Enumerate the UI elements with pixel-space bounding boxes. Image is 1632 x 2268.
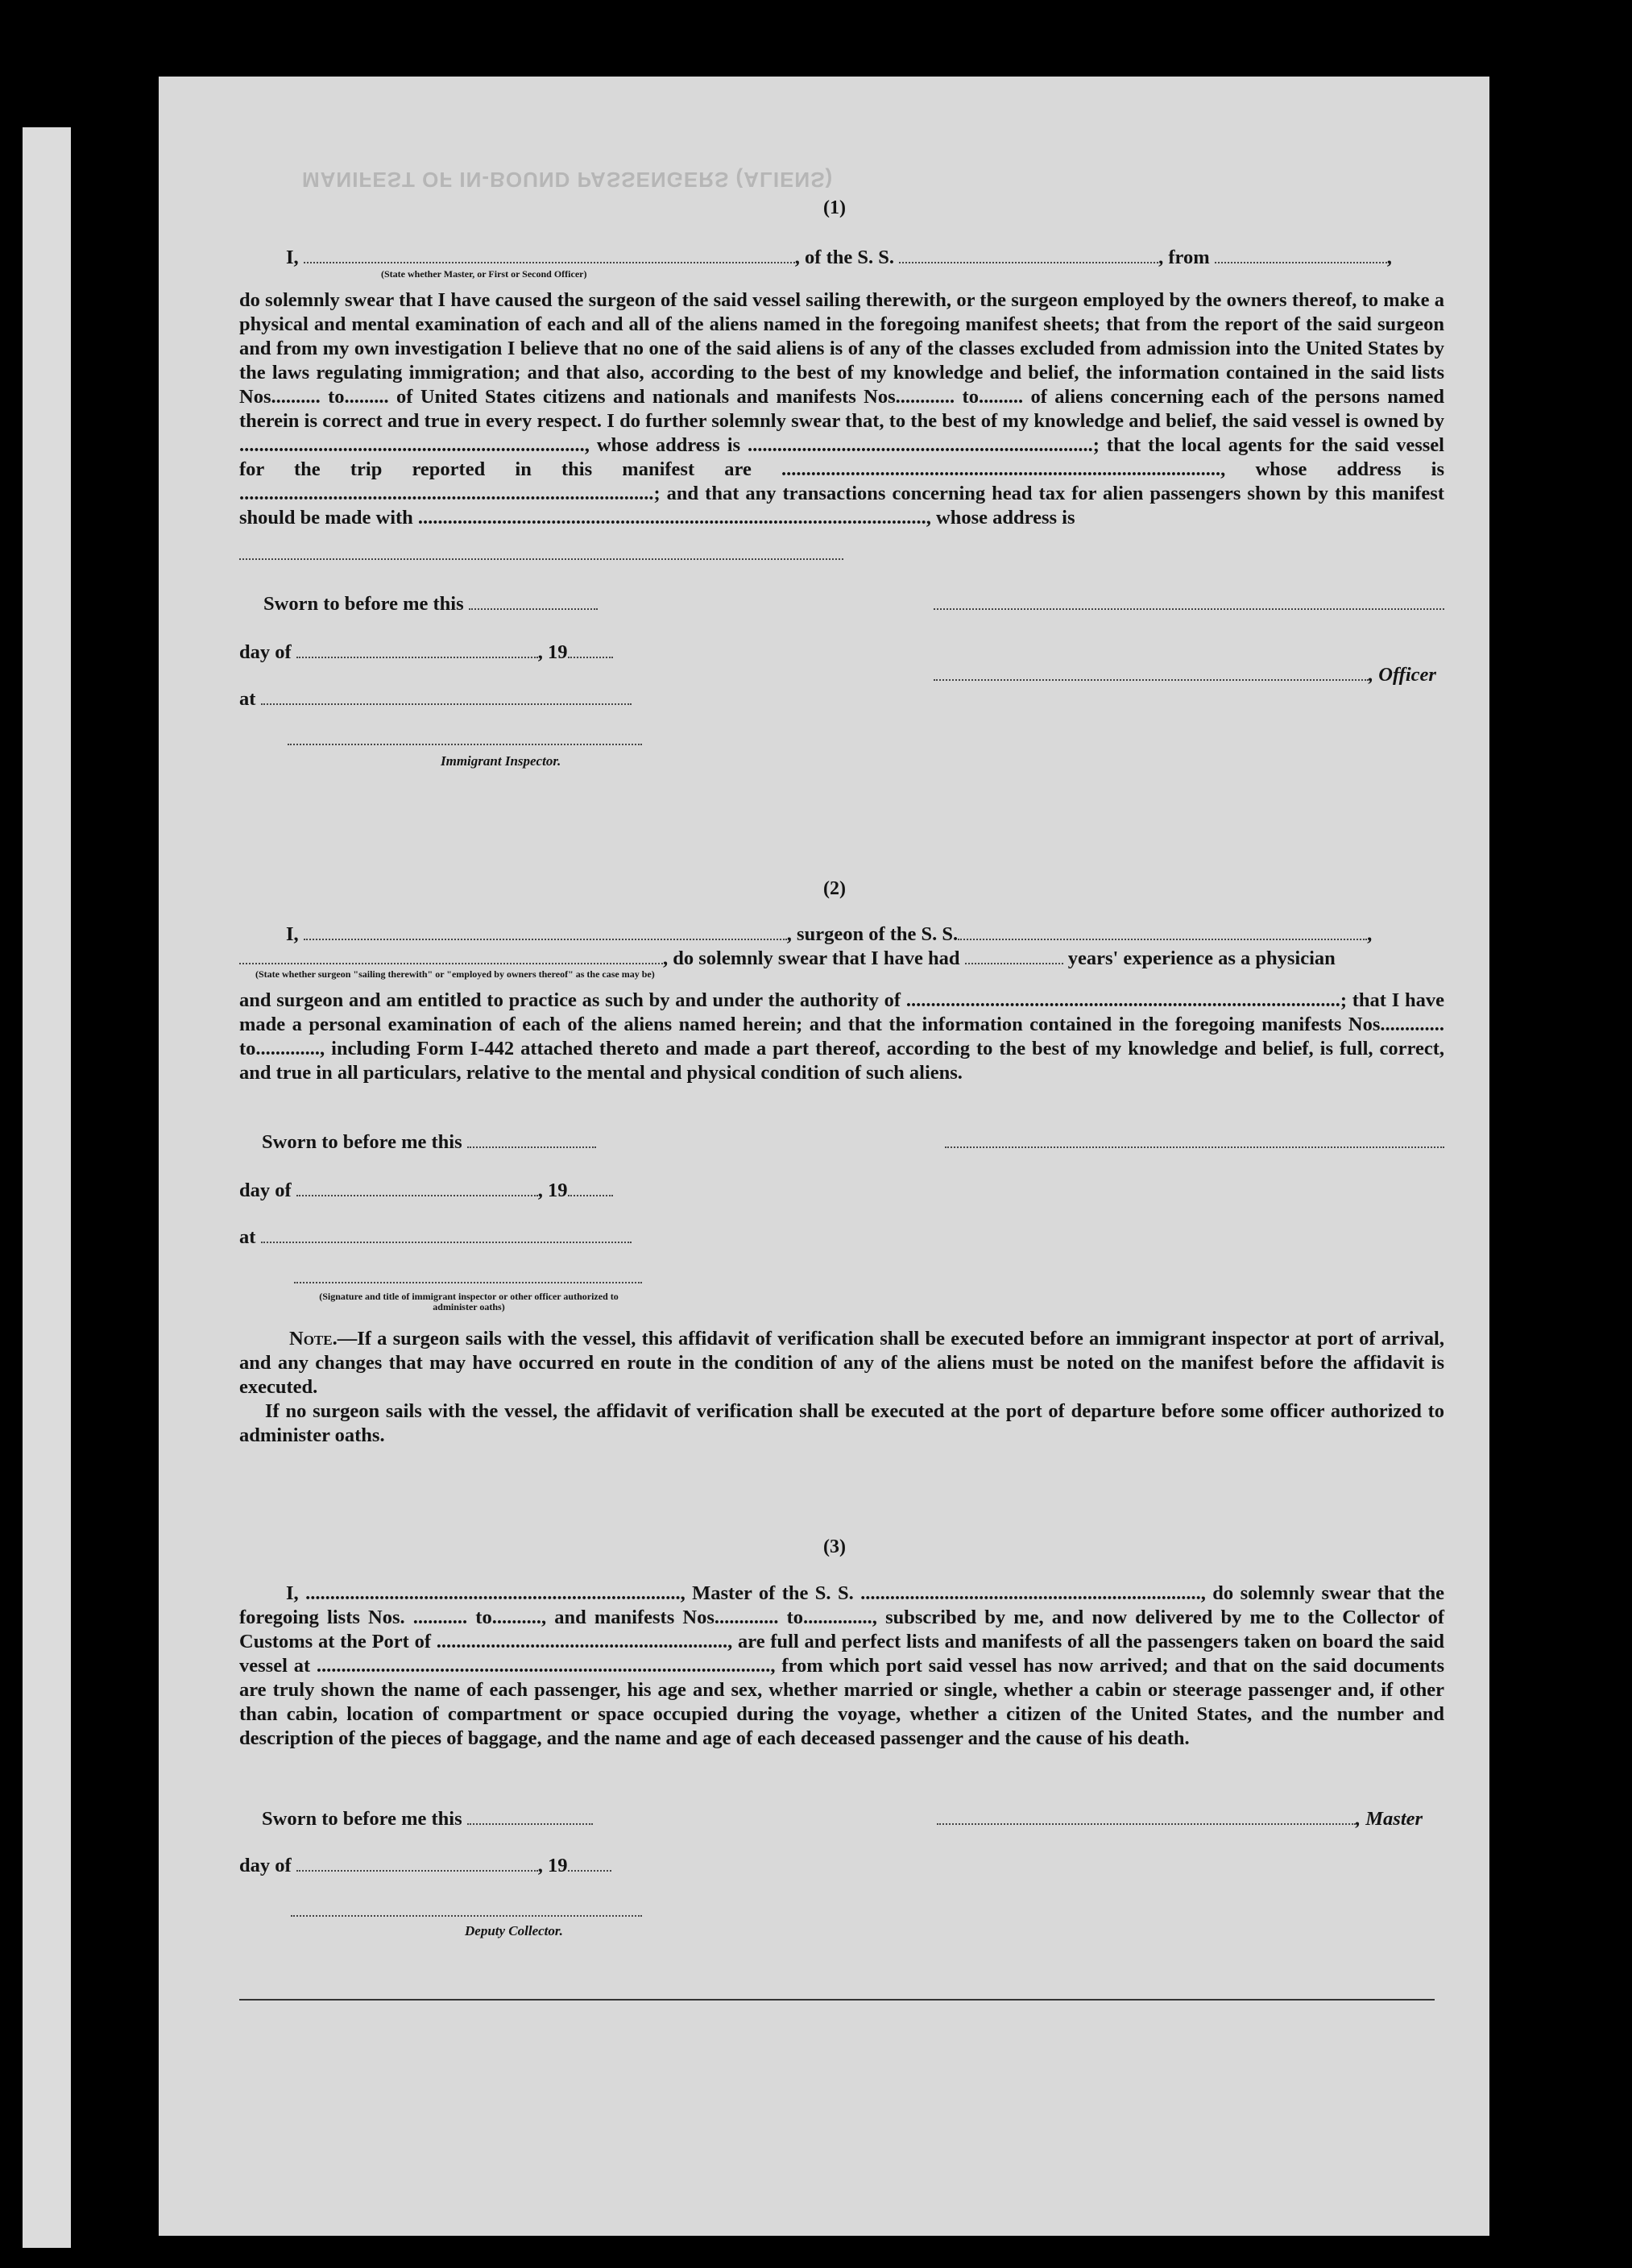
section-3-oath-paragraph: I, ............................................................................, Master of the S. S. ....................................................................., do solemnly swear that the foregoing lists Nos. ........... to.........., and manifests Nos............. to.............., subscribed by me, and now delivered by me to the Collector of Customs at the Port of ..........................................................., are full and perfect lists and manifests of all the passengers taken on board the said vessel at ............................................................................................, from which port said vessel has now arrived; and that on the said documents are truly shown the name of each passenger, his age and sex, whether married or single, whether a cabin or steerage passenger and, if other than cabin, location of compartment or space occupied during the voyage, whether a citizen of the United States, and the number and description of the pieces of baggage, and the name and age of each deceased passenger and the cause of his death. [239, 1582, 1444, 1749]
signature-line [945, 1146, 1444, 1148]
section-1-officer-caption: (State whether Master, or First or Second Officer) [381, 268, 587, 280]
section-2-line-2: , do solemnly swear that I have had years' experience as a physician [239, 947, 1336, 971]
punch-hole [1506, 1619, 1547, 1661]
punch-hole [1506, 276, 1547, 334]
section-1-sworn: Sworn to before me this [263, 592, 598, 616]
section-3-master-line [937, 1807, 1423, 1831]
bleed-through-text: MANIFEST OF IN-BOUND PASSENGERS (ALIENS) [302, 168, 834, 192]
note-label: Note. [289, 1328, 338, 1350]
section-2-at: at [239, 1225, 632, 1250]
section-2-surgeon-caption: (State whether surgeon "sailing therewith" or "employed by owners thereof" as the case may be) [255, 968, 655, 980]
section-1-line-1: I, , of the S. S. , from , [286, 247, 1392, 268]
deputy-collector-label: Deputy Collector. [465, 1923, 563, 1938]
manifest-page [159, 77, 1489, 2236]
punch-hole [1506, 653, 1547, 694]
adjacent-page-strip [23, 127, 71, 2248]
section-2-signer-caption: (Signature and title of immigrant inspector or other officer authorized to administer oaths) [319, 1291, 619, 1312]
label-from: , from [1158, 247, 1210, 268]
punch-hole [1506, 1486, 1547, 1528]
section-2-line-1: I, , surgeon of the S. S. , [286, 923, 1373, 945]
section-3-day-of: day of , 19 [239, 1854, 611, 1878]
punch-hole [1506, 2111, 1547, 2153]
section-1-number: (1) [823, 197, 846, 218]
punch-hole [1506, 1140, 1547, 1182]
section-1-at: at [239, 687, 632, 711]
punch-hole [0, 1523, 19, 1563]
footer-rule [239, 1999, 1435, 2001]
signature-line [291, 1915, 642, 1917]
signature-line [294, 1282, 642, 1283]
section-1-oath-paragraph: do solemnly swear that I have caused the surgeon of the said vessel sailing therewith, or the surgeon employed by the owners thereof, to make a physical and mental examination of each and all of the aliens named in the foregoing manifest sheets; that from the report of the said surgeon and from my own investigation I believe that no one of the said aliens is of any of the classes excluded from admission into the United States by the laws regulating immigration; and that also, according to the best of my knowledge and belief, the information contained in the said lists Nos.......... to......... of United States citizens and nationals and manifests Nos............ to......... of aliens concerning each of the persons named therein is correct and true in every respect. I do further solemnly swear that, to the best of my knowledge and belief, the said vessel is owned by ......................................................................, whose address is ......................................................................; that the local agents for the said vessel for the trip reported in this manifest are ........................................................................................., whose address is ....................................................................................; and that any transactions concerning head tax for alien passengers shown by this manifest should be made with ......................................................................................................., whose address is [239, 289, 1444, 529]
section-1-officer-line [934, 663, 1436, 687]
section-3-number: (3) [823, 1536, 846, 1557]
punch-hole [0, 1660, 19, 1700]
punch-hole [1506, 1962, 1547, 2052]
section-2-number: (2) [823, 878, 846, 899]
label-of-the-ss: , of the S. S. [794, 247, 894, 268]
section-2-note [239, 1327, 1444, 1399]
section-2-sworn: Sworn to before me this [262, 1130, 596, 1155]
punch-hole [1506, 782, 1547, 823]
section-2-day-of: day of , 19 [239, 1179, 613, 1203]
punch-hole [0, 1152, 19, 1192]
signature-line [288, 744, 642, 745]
punch-hole [0, 2127, 19, 2167]
punch-hole [0, 2030, 19, 2071]
section-2-oath-paragraph: and surgeon and am entitled to practice as such by and under the authority of ........................................................................................; that I have made a personal examination of each of the aliens named herein; and that the information contained in the foregoing manifests Nos............. to............., including Form I-442 attached thereto and made a part thereof, according to the best of my knowledge and belief, is full, correct, and true in all particulars, relative to the mental and physical condition of such aliens. [239, 989, 1444, 1084]
punch-hole [1506, 135, 1547, 176]
master-label: , Master [1356, 1808, 1423, 1830]
punch-hole [0, 1990, 19, 2030]
dotted-line [239, 558, 843, 560]
section-2-note-2: If no surgeon sails with the vessel, the affidavit of verification shall be executed at the port of departure before some officer authorized to administer oaths. [239, 1400, 1444, 1446]
immigrant-inspector-label: Immigrant Inspector. [441, 753, 561, 769]
officer-label: , Officer [1369, 664, 1436, 686]
label-surgeon-of-the-ss: , surgeon of the S. S. [786, 923, 959, 945]
section-1-day-of: day of , 19 [239, 641, 613, 665]
note-text: —If a surgeon sails with the vessel, this affidavit of verification shall be executed before an immigrant inspector at port of arrival, and any changes that may have occurred en route in the condition of any of the aliens must be noted on the manifest before the affidavit is executed. [239, 1328, 1444, 1398]
signature-line [934, 608, 1444, 610]
label-i: I, [286, 247, 299, 268]
section-3-sworn: Sworn to before me this [262, 1807, 593, 1831]
